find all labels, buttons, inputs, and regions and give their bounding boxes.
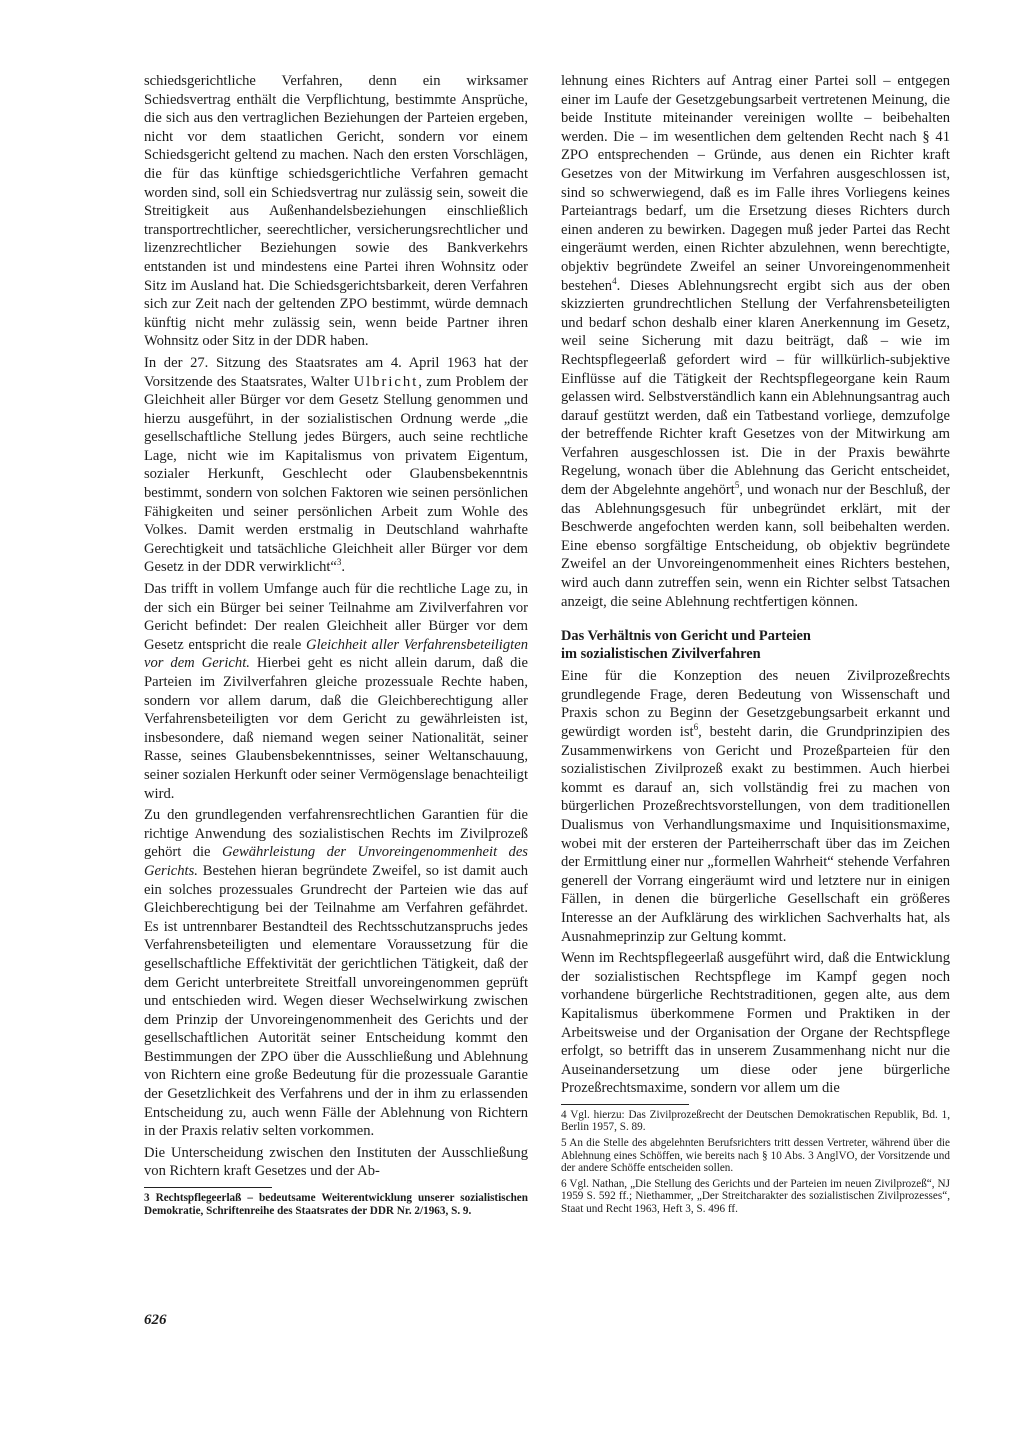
right-paragraph-3: Wenn im Rechtspflegeerlaß ausgeführt wird, daß die Entwicklung der sozialistischen Rechtspflege im Kampf gegen noch vorhandene bürgerliche Rechtstraditionen, gegen alte, aus dem Kapitalismus überkommene Formen und Praktiken in der Arbeitsweise und der Organisation der Organe der Rechtspflege erfolgt, so betrifft das in unserem Zusammenhang nicht nur die Auseinandersetzung um diese oder jene bürgerliche Prozeßrechtsmaxime, sondern vor allem um die <box>561 950 950 1097</box>
footnote-4: 4 Vgl. hierzu: Das Zivilprozeßrecht der Deutschen Demokratischen Republik, Bd. 1, Berlin 1957, S. 89. <box>561 1108 950 1134</box>
left-paragraph-5: Die Unterscheidung zwischen den Instituten der Ausschließung von Richtern kraft Gesetzes und der Ab- <box>144 1144 528 1180</box>
footnote-ref: 5 <box>734 480 740 491</box>
footnote-ref: 3 <box>336 557 342 568</box>
left-paragraph-1: schiedsgerichtliche Verfahren, denn ein wirksamer Schiedsvertrag enthält die Verpflichtung, bestimmte Ansprüche, die sich aus den vertraglichen Beziehungen der Parteien ergeben, nicht vor dem staatlichen Gericht, sondern vor einem Schiedsgericht geltend zu machen. Nach den ersten Vorschlägen, die für das künftige schiedsgerichtliche Verfahren gemacht worden sind, soll ein Schiedsvertrag nur zulässig sein, soweit die Streitigkeit aus Außenhandelsbeziehungen einschließlich transportrechtlicher, seerechtlicher, versicherungsrechtlicher und lizenzrechtlicher Beziehungen sowie des Bankverkehrs entstanden ist und mindestens eine Partei ihren Wohnsitz oder Sitz im Ausland hat. Die Schiedsgerichtsbarkeit, deren Verfahren sich zur Zeit nach der geltenden ZPO bestimmt, würde demnach künftig nicht mehr zulässig sein, wenn beide Partner ihren Wohnsitz oder Sitz in der DDR haben. <box>144 73 528 350</box>
page-number: 626 <box>144 1312 167 1328</box>
text-run: Hierbei geht es nicht allein darum, daß die Parteien im Zivilverfahren gleiche prozessuale Rechte haben, sondern vor allem darum, daß die Gleichberechtigung aller Verfahrensbeteiligten vor dem Gericht zu gewährleisten ist, insbesondere, daß niemand wegen seiner Nationalität, seiner Rasse, seines Glaubensbekenntnisses, seiner Weltanschauung, seiner sozialen Herkunft oder seiner Vermögenslage benachteiligt wird. <box>144 655 528 802</box>
person-name: Ulbricht <box>353 373 419 390</box>
section-heading-line-2: im sozialistischen Zivilverfahren <box>561 646 761 663</box>
right-paragraph-2 <box>561 667 950 946</box>
text-run: Zu den grundlegenden verfahrensrechtlichen Garantien für die richtige Anwendung des sozialistischen Rechts im Zivilprozeß gehört die <box>144 807 528 861</box>
emphasis-text: Gleichheit aller Verfahrensbeteiligten vor dem Gericht. <box>144 636 528 672</box>
section-heading-line-1: Das Verhältnis von Gericht und Parteien <box>561 628 811 645</box>
footnote-divider <box>144 1187 272 1188</box>
text-run: , und wonach nur der Beschluß, der das Ablehnungsgesuch für unbegründet erklärt, mit der Beschwerde angefochten werden kann, soll beibehalten werden. Eine ebenso sorgfältige Entscheidung, ob objektiv begründete Zweifel an der Unvoreingenommenheit eines Richters bestehen, wird auch dann zutreffen sein, wenn ein Richter selbst Tatsachen anzeigt, die seine Ablehnung rechtfertigen können. <box>561 482 951 610</box>
left-column <box>144 72 528 1220</box>
section-heading <box>561 627 950 663</box>
footnote-ref: 6 <box>693 722 699 733</box>
footnote-3: 3 Rechtspflegeerlaß – bedeutsame Weiterentwicklung unserer sozialistischen Demokratie, Schriftenreihe des Staatsrates der DDR Nr. 2/1963, S. 9. <box>144 1192 528 1217</box>
footnote-divider <box>561 1104 689 1105</box>
footnote-5: 5 An die Stelle des abgelehnten Berufsrichters tritt dessen Vertreter, während über die Ablehnung eines Schöffen, wie bereits nach § 10 Abs. 3 AnglVO, der Vorsitzende und der andere Schöffe entscheiden sollen. <box>561 1137 950 1175</box>
footnote-ref: 4 <box>612 275 617 286</box>
left-paragraph-3 <box>144 580 528 803</box>
text-run: Eine für die Konzeption des neuen Zivilprozeßrechts grundlegende Frage, deren Bedeutung von Wissenschaft und Praxis schon zu Beginn der Gesetzgebungsarbeit erkannt und gewürdigt worden ist <box>561 668 950 740</box>
text-run: Das trifft in vollem Umfange auch für die rechtliche Lage zu, in der sich ein Bürger bei seiner Teilnahme am Zivilverfahren vor Gericht befindet: Der realen Gleichheit aller Bürger vor dem Gesetz entspricht die reale <box>144 581 528 653</box>
text-run: . <box>341 559 346 576</box>
left-paragraph-4 <box>144 806 528 1141</box>
left-paragraph-2 <box>144 354 528 577</box>
emphasis-text: Gewährleistung der Unvoreingenommenheit des Gerichts. <box>144 844 528 879</box>
text-run: Bestehen hieran begründete Zweifel, so ist damit auch ein solches prozessuales Grundrecht der Parteien wie das auf Gleichberechtigung bei der Teilnahme am Verfahren gefährdet. Es ist untrennbarer Bestandteil des Rechtsschutzanspruchs jedes Verfahrensbeteiligten und elementare Voraussetzung für die gesellschaftliche Effektivität der gerichtlichen Tätigkeit, daß der dem Gericht unterbreitete Streitfall unvoreingenommen geprüft und entschieden wird. Wegen dieser Wechselwirkung zwischen dem Prinzip der Unvoreingenommenheit des Gerichts und der gesellschaftlichen Autorität seiner Entscheidung kommt den Bestimmungen der ZPO über die Ausschließung und Ablehnung von Richtern eine große Bedeutung für die prozessuale Garantie der Gesetzlichkeit des Verfahrens und der in ihm zu erlassenden Entscheidung zu, auch wenn Fälle der Ablehnung von Richtern in der Praxis relativ selten vorkommen. <box>144 862 528 1140</box>
text-run: , zum Problem der Gleichheit aller Bürger vor dem Gesetz Stellung genommen und hierzu ausgeführt, in der sozialistischen Ordnung werde „die gesellschaftliche Stellung jedes Bürgers, auch seine rechtliche Lage, nicht wie im Kapitalismus von privatem Eigentum, sozialer Herkunft, Geschlecht oder Glaubensbekenntnis bestimmt, sondern von solchen Faktoren wie seinen persönlichen Fähigkeiten und seiner persönlichen Arbeit zum Wohle des Volkes. Damit werden erstmalig in Deutschland wahrhafte Gerechtigkeit und tatsächliche Gleichheit aller Bürger vor dem Gesetz in der DDR verwirklicht“ <box>144 373 529 576</box>
footnote-6: 6 Vgl. Nathan, „Die Stellung des Gerichts und der Parteien im neuen Zivilprozeß“, NJ 1959 S. 592 ff.; Niethammer, „Der Streitcharakter des sozialistischen Zivilprozesses“, Staat und Recht 1963, Heft 3, S. 496 ff. <box>561 1177 950 1216</box>
text-run: In der 27. Sitzung des Staatsrates am 4. April 1963 hat der Vorsitzende des Staatsrates, Walter <box>144 354 528 390</box>
text-run: lehnung eines Richters auf Antrag einer Partei soll – entgegen einer im Laufe der Gesetzgebungsarbeit vertretenen Meinung, die beide Institute miteinander vereinigen wollte – beibehalten werden. Die – im wesentlichen dem geltenden Recht nach § 41 ZPO entsprechenden – Gründe, aus denen ein Richter kraft Gesetzes von der Mitwirkung im Verfahren ausgeschlossen ist, sind so schwerwiegend, daß es im Falle ihres Vorliegens keines Parteiantrags bedarf, um die Ersetzung dieses Richters durch einen anderen zu bewirken. Dagegen muß jeder Partei das Recht eingeräumt werden, einen Richter abzulehnen, wenn berechtigte, objektiv begründete Zweifel an seiner Unvoreingenommenheit bestehen <box>561 73 950 294</box>
text-run: . Dieses Ablehnungsrecht ergibt sich aus der oben skizzierten grundrechtlichen Stellung der Verfahrensbeteiligten und bedarf schon deshalb einer klaren Anerkennung im Gesetz, weil seine Sicherung mit dazu beiträgt, daß – wie im Rechtspflegeerlaß gefordert wird – für willkürlich-subjektive Einflüsse auf die Tätigkeit der Rechtspflegeorgane kein Raum gelassen wird. Selbstverständlich kann ein Ablehnungsantrag auch darauf gestützt werden, daß ein Tatbestand vorliege, demzufolge der betreffende Richter kraft Gesetzes von der Mitwirkung am Verfahren ausgeschlossen ist. Die in der Praxis bewährte Regelung, wonach über die Ablehnung das Gericht entscheidet, dem der Abgelehnte angehört <box>561 277 950 499</box>
text-run: , besteht darin, die Grundprinzipien des Zusammenwirkens von Gericht und Prozeßparteien für den sozialistischen Zivilprozeß exakt zu bestimmen. Auch hierbei kommt es darauf an, sich vollständig frei zu machen von bürgerlichen Prozeßrechtsvorstellungen, von dem traditionellen Dualismus von Verhandlungsmaxime und Inquisitionsmaxime, wobei mit der ersteren der Parteiherrschaft über das im Zeichen der Ermittlung einer nur „formellen Wahrheit“ stehende Verfahren generell der Vorrang eingeräumt wird und letztere nur in einigen Fällen, in denen die bürgerliche Gesellschaft ein größeres Interesse an der Aufklärung des wirklichen Sachverhalts hat, als Ausnahmeprinzip zur Geltung kommt. <box>561 724 950 945</box>
right-paragraph-1 <box>561 72 950 611</box>
right-column <box>561 72 950 1219</box>
